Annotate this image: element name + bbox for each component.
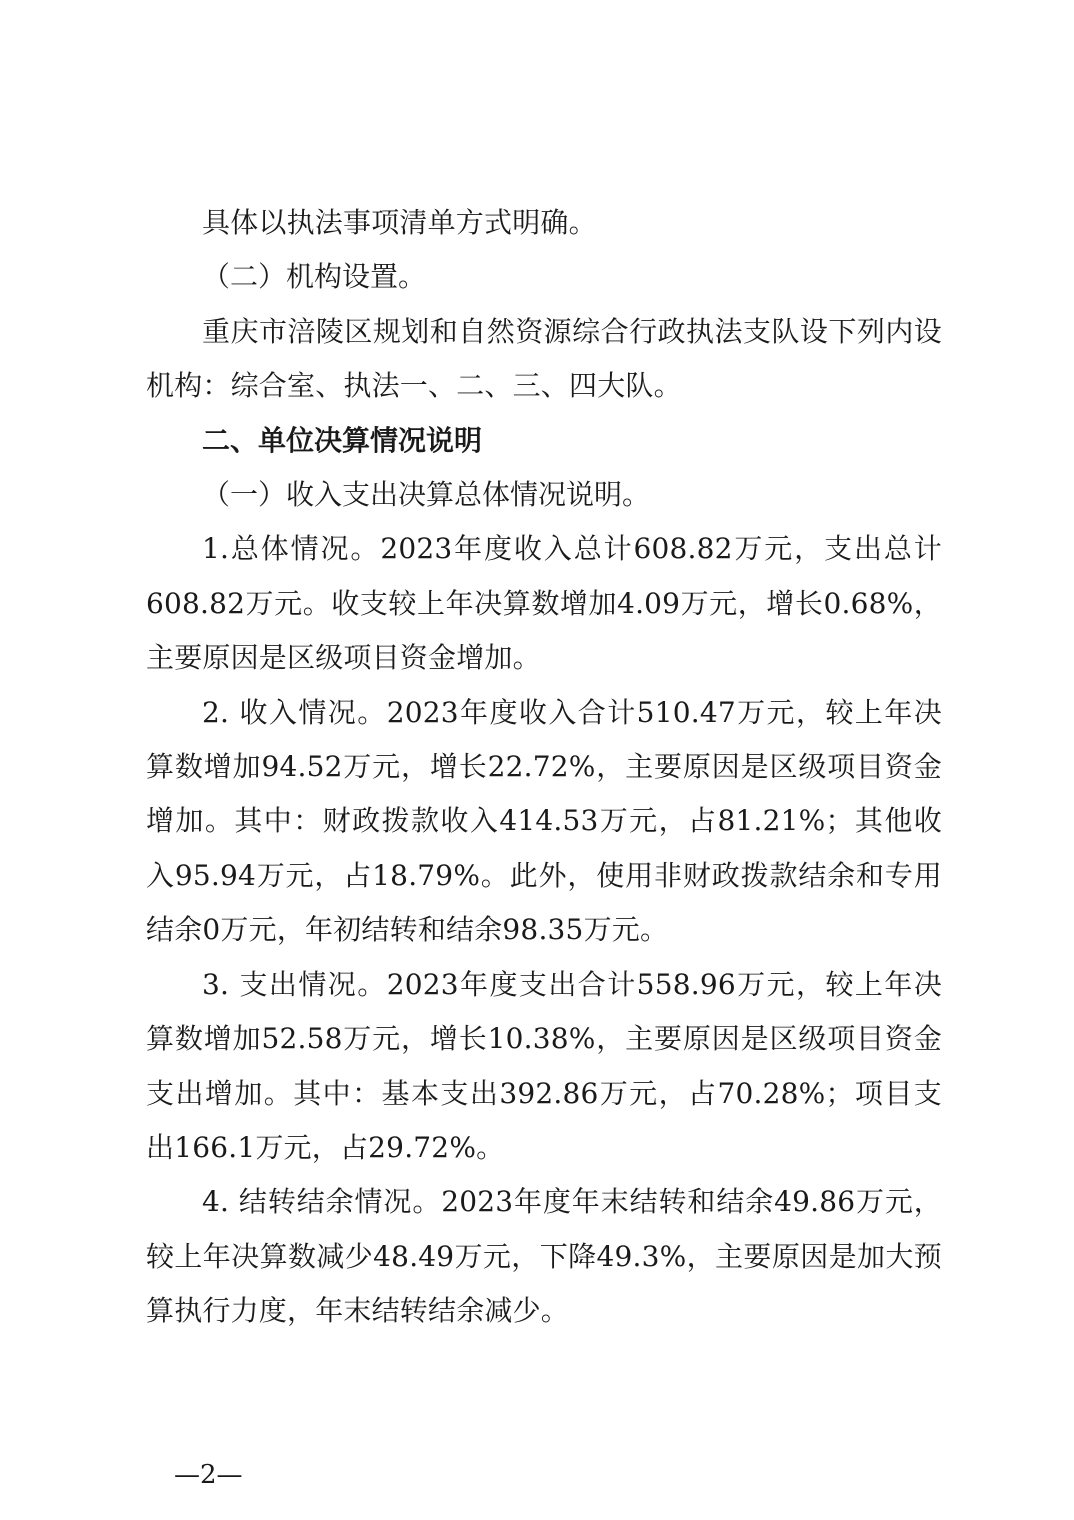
- page-number: —2—: [174, 1460, 243, 1490]
- paragraph-internal-departments: 重庆市涪陵区规划和自然资源综合行政执法支队设下列内设机构：综合室、执法一、二、三、四大队。: [146, 314, 942, 403]
- paragraph-carryover: 4. 结转结余情况。2023年度年末结转和结余49.86万元，较上年决算数减少48.49万元，下降49.3%，主要原因是加大预算执行力度，年末结转结余减少。: [146, 1185, 942, 1328]
- section-heading-income-expenditure: （一）收入支出决算总体情况说明。: [202, 478, 651, 512]
- document-body: [146, 196, 942, 1339]
- section-heading-final-accounts: 二、单位决算情况说明: [202, 423, 483, 457]
- section-heading-organization: （二）机构设置。: [202, 260, 427, 294]
- paragraph-income: 2. 收入情况。2023年度收入合计510.47万元，较上年决算数增加94.52万元，增长22.72%，主要原因是区级项目资金增加。其中：财政拨款收入414.53万元，占81.21%；其他收入95.94万元，占18.79%。此外，使用非财政拨款结余和专用结余0万元，年初结转和结余98.35万元。: [146, 695, 942, 947]
- paragraph-enforcement-list: 具体以执法事项清单方式明确。: [202, 206, 597, 239]
- paragraph-expenditure: 3. 支出情况。2023年度支出合计558.96万元，较上年决算数增加52.58万元，增长10.38%，主要原因是区级项目资金支出增加。其中：基本支出392.86万元，占70.28%；项目支出166.1万元，占29.72%。: [146, 967, 942, 1164]
- paragraph-overall: 1.总体情况。2023年度收入总计608.82万元，支出总计608.82万元。收支较上年决算数增加4.09万元，增长0.68%，主要原因是区级项目资金增加。: [146, 532, 942, 675]
